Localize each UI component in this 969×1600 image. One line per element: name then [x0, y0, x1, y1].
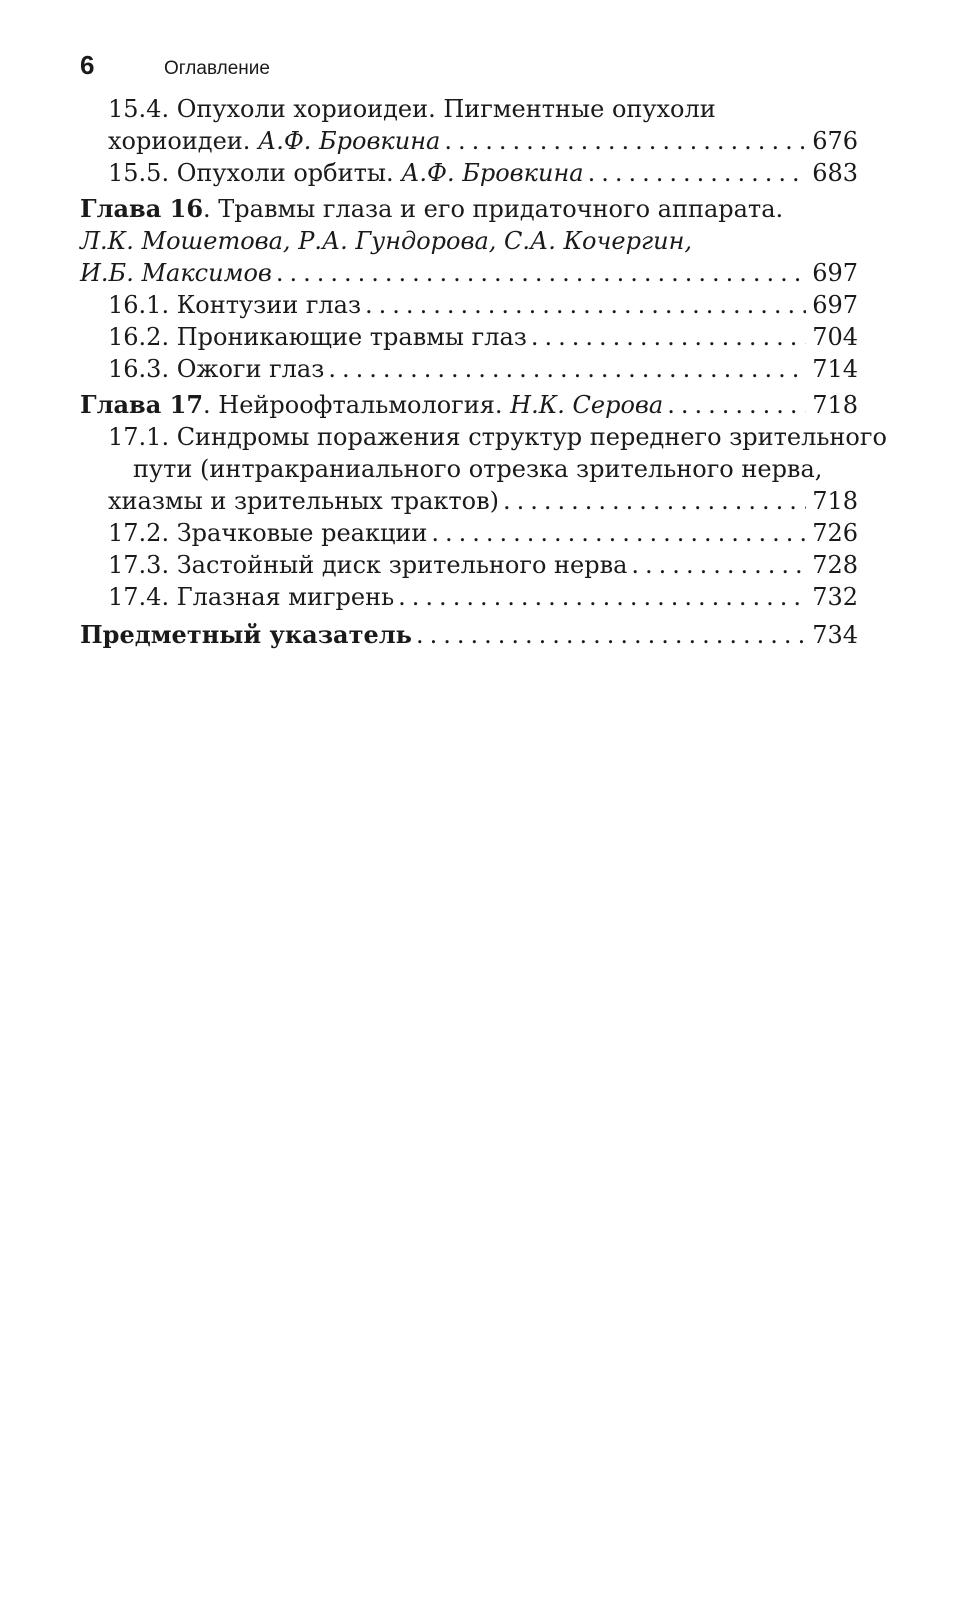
toc-entry-title: 15.4. Опухоли хориоидеи. Пигментные опухоли: [108, 95, 716, 123]
dot-leader: [631, 549, 806, 581]
chapter-title: . Травмы глаза и его придаточного аппарата.: [203, 195, 784, 223]
page-header: [80, 50, 270, 80]
toc-page-number: 697: [812, 259, 858, 287]
toc-page-number: 718: [812, 391, 858, 419]
toc-entry-title: 17.2. Зрачковые реакции: [108, 519, 428, 547]
dot-leader: [531, 321, 806, 353]
toc-entry-16-1[interactable]: [80, 289, 858, 321]
toc-page-number: 683: [812, 159, 858, 187]
toc-page-number: 728: [812, 551, 858, 579]
toc-entry-title: 17.3. Застойный диск зрительного нерва: [108, 551, 628, 579]
toc-entry-15-5[interactable]: [80, 157, 858, 189]
toc-page-number: 732: [812, 583, 858, 611]
toc-page-number: 734: [812, 621, 858, 649]
chapter-label: Глава 16: [80, 194, 204, 223]
toc-entry-16-3[interactable]: [80, 353, 858, 385]
dot-leader: [365, 289, 806, 321]
dot-leader: [416, 619, 806, 651]
toc-entry-title-cont: хиазмы и зрительных трактов): [108, 487, 500, 515]
toc-page-number: 676: [812, 127, 858, 155]
toc-chapter-16[interactable]: [80, 193, 858, 289]
running-head: Оглавление: [164, 58, 270, 79]
chapter-label: Глава 17: [80, 390, 204, 419]
toc-entry-title: Предметный указатель: [80, 620, 412, 649]
dot-leader: [503, 485, 806, 517]
toc-entry-title: 16.1. Контузии глаз: [108, 291, 362, 319]
chapter-authors-cont: И.Б. Максимов: [80, 259, 272, 287]
dot-leader: [588, 157, 807, 189]
chapter-authors: Л.К. Мошетова, Р.А. Гундорова, С.А. Кочергин,: [80, 227, 692, 255]
toc-chapter-17[interactable]: [80, 389, 858, 421]
dot-leader: [398, 581, 806, 613]
chapter-title: . Нейроофтальмология.: [203, 391, 511, 419]
toc-entry-16-2[interactable]: [80, 321, 858, 353]
dot-leader: [444, 125, 806, 157]
table-of-contents: [80, 93, 887, 651]
toc-entry-15-4[interactable]: [80, 93, 858, 157]
toc-entry-17-2[interactable]: [80, 517, 858, 549]
dot-leader: [667, 389, 806, 421]
toc-entry-17-3[interactable]: [80, 549, 858, 581]
toc-entry-title-cont: пути (интракраниального отрезка зрительного нерва,: [133, 455, 823, 483]
toc-entry-title-cont: хориоидеи.: [108, 127, 259, 155]
toc-page-number: 726: [812, 519, 858, 547]
toc-page-number: 697: [812, 291, 858, 319]
toc-entry-title: 15.5. Опухоли орбиты.: [108, 159, 402, 187]
toc-page-number: 704: [812, 323, 858, 351]
page-number: 6: [80, 50, 95, 80]
dot-leader: [328, 353, 806, 385]
dot-leader: [431, 517, 806, 549]
toc-page-number: 714: [812, 355, 858, 383]
toc-entry-17-4[interactable]: [80, 581, 858, 613]
chapter-author: Н.К. Серова: [510, 391, 664, 419]
toc-entry-title: 17.4. Глазная мигрень: [108, 583, 395, 611]
toc-entry-title: 17.1. Синдромы поражения структур переднего зрительного: [108, 423, 887, 451]
toc-entry-author: А.Ф. Бровкина: [258, 127, 441, 155]
toc-page-number: 718: [812, 487, 858, 515]
toc-entry-title: 16.2. Проникающие травмы глаз: [108, 323, 527, 351]
dot-leader: [276, 257, 806, 289]
toc-entry-author: А.Ф. Бровкина: [401, 159, 584, 187]
toc-entry-index[interactable]: [80, 619, 858, 651]
toc-entry-title: 16.3. Ожоги глаз: [108, 355, 325, 383]
toc-entry-17-1[interactable]: [80, 421, 887, 517]
